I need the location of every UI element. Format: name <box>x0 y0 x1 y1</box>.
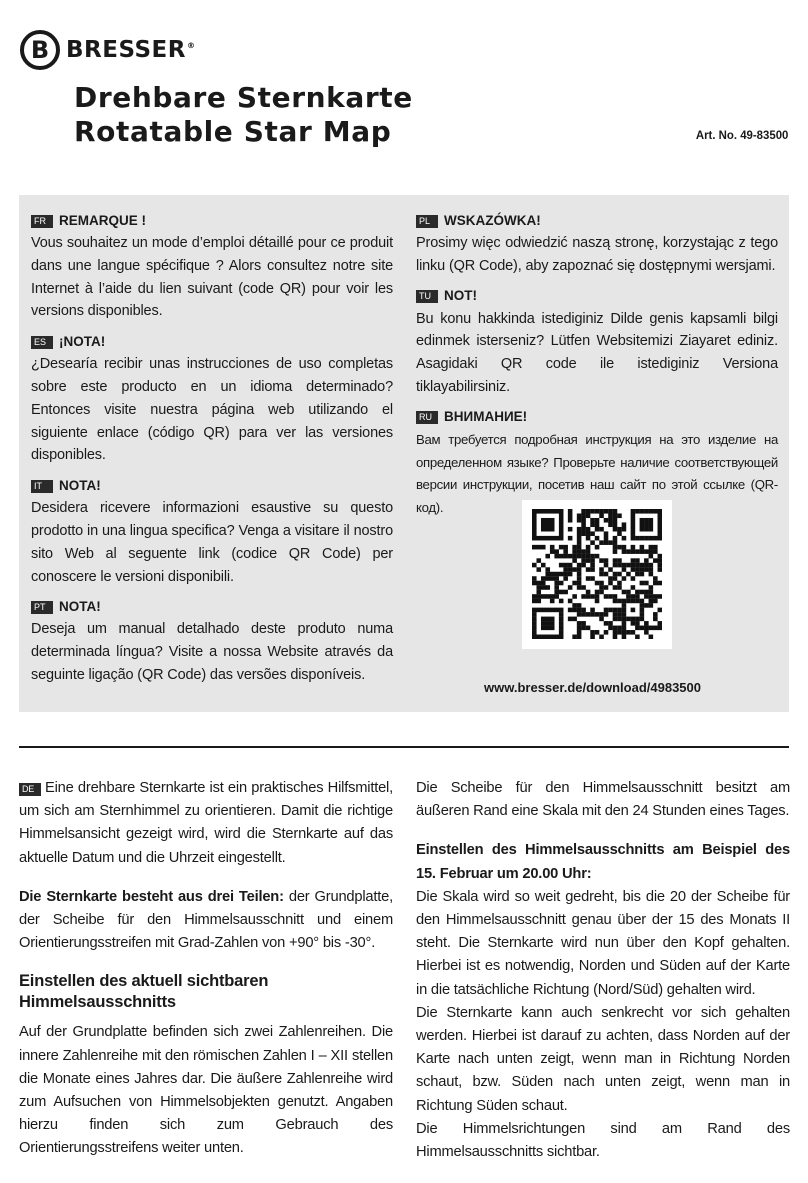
download-url[interactable]: www.bresser.de/download/4983500 <box>484 680 702 695</box>
note-pl-heading: PL WSKAZÓWKA! <box>416 212 778 230</box>
brand-logo <box>20 28 195 72</box>
parts-paragraph: Die Sternkarte besteht aus drei Teilen: der Grundplatte, der Scheibe für den Himmelsausschnitt und einem Orientierungsstreifen mit Grad-Zahlen von +90° bis -30°. <box>19 888 393 952</box>
title-german: Drehbare Sternkarte <box>74 81 413 114</box>
vertical-paragraph: Die Sternkarte kann auch senkrecht vor sich gehalten werden. Hierbei ist darauf zu achten, dass Norden auf der Karte nach unten zeigt, wenn man in Richtung Norden schaut, bzw. Süden nach unten zeigt, wenn man in Richtung Süden schaut. <box>416 1004 790 1114</box>
notes-right-column <box>416 212 778 520</box>
registered-mark: ® <box>186 41 196 51</box>
lang-badge-pl: PL <box>416 215 438 228</box>
note-ru-heading: RU ВНИМАНИЕ! <box>416 409 778 427</box>
lang-badge-fr: FR <box>31 215 53 228</box>
note-ru-text: Вам требуется подробная инструкция на это изделие на определенном языке? Проверьте наличие соответствующей версии инструкции, посетив наш сайт по этой ссылке (QR-код). <box>416 431 778 516</box>
title-english: Rotatable Star Map <box>74 115 392 148</box>
main-right-column <box>416 777 790 1164</box>
note-es-heading: ES ¡NOTA! <box>31 333 393 351</box>
note-fr-heading: FR REMARQUE ! <box>31 212 393 230</box>
article-number: Art. No. 49-83500 <box>695 128 788 142</box>
intro-paragraph: DE Eine drehbare Sternkarte ist ein praktisches Hilfsmittel, um sich am Sternhimmel zu orientieren. Damit die richtige Himmelsansicht gezeigt wird, wird die Sternkarte auf das aktuelle Datum und die Uhrzeit eingestellt. <box>19 780 393 866</box>
lang-badge-ru: RU <box>416 411 438 424</box>
main-left-column <box>19 777 393 1161</box>
note-tu-text: Bu konu hakkinda istediginiz Dilde genis kapsamli bilgi edinmek isterseniz? Lütfen Websitemizi Ziayaret ediniz. Asagidaki QR code ile istediginiz Versiona tiklayabilirsiniz. <box>416 310 778 395</box>
note-es-text: ¿Desearía recibir unas instrucciones de uso completas sobre este producto en un idioma determinado? Entonces visite nuestra página web utilizando el siguiente enlace (código QR) para ver las versiones disponibles. <box>31 356 393 464</box>
lang-badge-tu: TU <box>416 290 438 303</box>
note-tu-heading: TU NOT! <box>416 288 778 306</box>
rows-paragraph: Auf der Grundplatte befinden sich zwei Zahlenreihen. Die innere Zahlenreihe mit den römischen Zahlen I – XII stellen die Monate eines Jahres dar. Die äußere Zahlenreihe wird zum Aufsuchen von Himmelsobjekten genutzt. Angaben hierzu finden sich zum Gebrauch des Orientierungsstreifens weiter unten. <box>19 1024 393 1157</box>
scale-paragraph: Die Scheibe für den Himmelsausschnitt besitzt am äußeren Rand eine Skala mit den 24 Stunden eines Tages. <box>416 780 790 820</box>
lang-badge-it: IT <box>31 480 53 493</box>
note-pt-text: Deseja um manual detalhado deste produto numa determinada língua? Visite a nossa Website através da seguinte ligação (QR Code) das versões disponíveis. <box>31 621 393 683</box>
note-pt-heading: PT NOTA! <box>31 598 393 616</box>
qr-code[interactable] <box>522 500 672 649</box>
note-it-heading: IT NOTA! <box>31 477 393 495</box>
example-heading: Einstellen des Himmelsausschnitts am Beispiel des 15. Februar um 20.00 Uhr: <box>416 842 790 882</box>
lang-badge-pt: PT <box>31 601 53 614</box>
note-fr-text: Vous souhaitez un mode d’emploi détaillé pour ce produit dans une langue spécifique ? Alors consultez notre site Internet à l’aide du lien suivant (code QR) pour voir les versions disponibles. <box>31 235 393 320</box>
section-divider <box>19 746 789 748</box>
lang-badge-de: DE <box>19 783 41 796</box>
section-heading: Einstellen des aktuell sichtbaren Himmelsausschnitts <box>19 972 269 1012</box>
qr-code-icon <box>532 509 662 639</box>
note-pl-text: Prosimy więc odwiedzić naszą stronę, korzystając z tego linku (QR Code), aby zapoznać się dostępnymi wersjami. <box>416 235 778 274</box>
notes-left-column <box>31 212 393 687</box>
lang-badge-es: ES <box>31 336 53 349</box>
brand-name: BRESSER <box>66 37 186 63</box>
setting-paragraph: Die Skala wird so weit gedreht, bis die 20 der Scheibe für den Himmelsausschnitt genau über der 15 des Monats II steht. Die Sternkarte wird nun über den Kopf gehalten. Hierbei ist es notwendig, Norden und Süden auf der Karte in die tatsächliche Richtung (Nord/Süd) gehalten wird. <box>416 888 790 998</box>
directions-paragraph: Die Himmelsrichtungen sind am Rand des Himmelsausschnitts sichtbar. <box>416 1120 790 1161</box>
bresser-logo-icon: B <box>20 30 60 70</box>
note-it-text: Desidera ricevere informazioni esaustive su questo prodotto in una lingua specifica? Venga a visitare il nostro sito Web al seguente link (codice QR Code) per conoscere le versioni disponibili. <box>31 500 393 585</box>
